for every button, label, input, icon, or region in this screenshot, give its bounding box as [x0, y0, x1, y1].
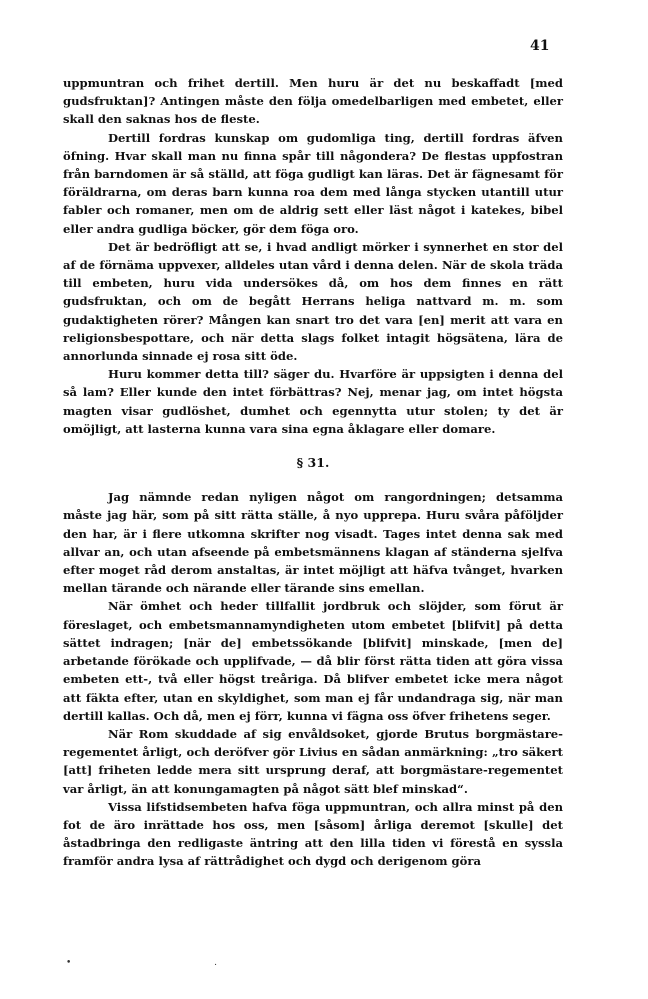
- paragraph: uppmuntran och frihet dertill. Men huru är det nu beskaffadt [med gudsfruktan]? Antingen måste den följa omedelbarligen med embetet, eller skall den saknas hos de fleste.: [63, 76, 563, 127]
- paragraph: När Rom skuddade af sig envåldsoket, gjorde Brutus borgmästare-regementet årligt, och deröfver gör Livius en sådan anmärkning: „tro säkert [att] friheten ledde mera sitt ursprung deraf, att borgmästare-regementet var årligt, än att konungamagten på något sätt blef minskad“.: [63, 726, 563, 796]
- paragraph: Huru kommer detta till? säger du. Hvarföre är uppsigten i denna del så lam? Eller kunde den intet förbättras? Nej, menar jag, om intet högsta magten visar gudlöshet, dumhet och egennytta utur stolen; ty det är omöjligt, att lasterna kunna vara sina egna åklagare eller domare.: [63, 367, 563, 436]
- paragraph: Dertill fordras kunskap om gudomliga ting, dertill fordras äfven öfning. Hvar skall man nu finna spår till någondera? De flestas uppfostran från barndomen är så ställd, att föga gudligt kan läras. Det är fägnesamt för föräldrarna, om deras barn kunna roa dem med långa stycken utantill utur fabler och romaner, men om de aldrig sett eller läst något i katekes, bibel eller andra gudliga böcker, gör dem föga oro.: [63, 130, 563, 236]
- paragraph: När ömhet och heder tillfallit jordbruk och slöjder, som förut är föreslaget, och embetsmannamyndigheten utom embetet [blifvit] på detta sättet indragen; [när de] embetssökande [blifvit] minskade, [men de] arbetande förökade och upplifvade, — då blir först rätta tiden att göra vissa embeten ett-, två eller högst treåriga. Då blifver embetet icke mera något att fäkta efter, utan en skyldighet, som man ej får undandraga sig, när man dertill kallas. Och då, men ej förr, kunna vi fägna oss öfver frihetens seger.: [63, 599, 563, 723]
- page-number: 41: [530, 38, 550, 54]
- page-marks: • .: [66, 958, 288, 968]
- section-heading: § 31.: [296, 455, 330, 471]
- paragraph: Jag nämnde redan nyligen något om rangordningen; detsamma måste jag här, som på sitt rätta ställe, å nyo upprepa. Huru svåra påföljder den har, är i flere utkomna skrifter nog visadt. Tages intet denna sak med allvar an, och utan afseende på embetsmännens klagan af ständerna sjelfva efter moget råd derom anstaltas, är intet möjligt att häfva tvånget, hvarken mellan tärande och närande eller tärande sins emellan.: [63, 490, 563, 596]
- paragraph: Det är bedröfligt att se, i hvad andligt mörker i synnerhet en stor del af de förnäma uppvexer, alldeles utan vård i denna delen. När de skola träda till embeten, huru vida undersökes då, om hos dem finnes en rätt gudsfruktan, och om de begått Herrans heliga nattvard m. m. som gudaktigheten rörer? Mången kan snart tro det vara [en] merit att vara en religionsbespottare, och när detta slags folket intagit högsätena, lära de annorlunda sinnade ej rosa sitt öde.: [63, 239, 563, 364]
- body-text: [63, 74, 563, 871]
- paragraph: Vissa lifstidsembeten hafva föga uppmuntran, och allra minst på den fot de äro inrättade hos oss, men [såsom] årliga deremot [skulle] det åstadbringa den redligaste äntring att den lilla tiden vi förestå en syssla framför andra lysa af rättrådighet och dygd och derigenom göra: [63, 799, 563, 869]
